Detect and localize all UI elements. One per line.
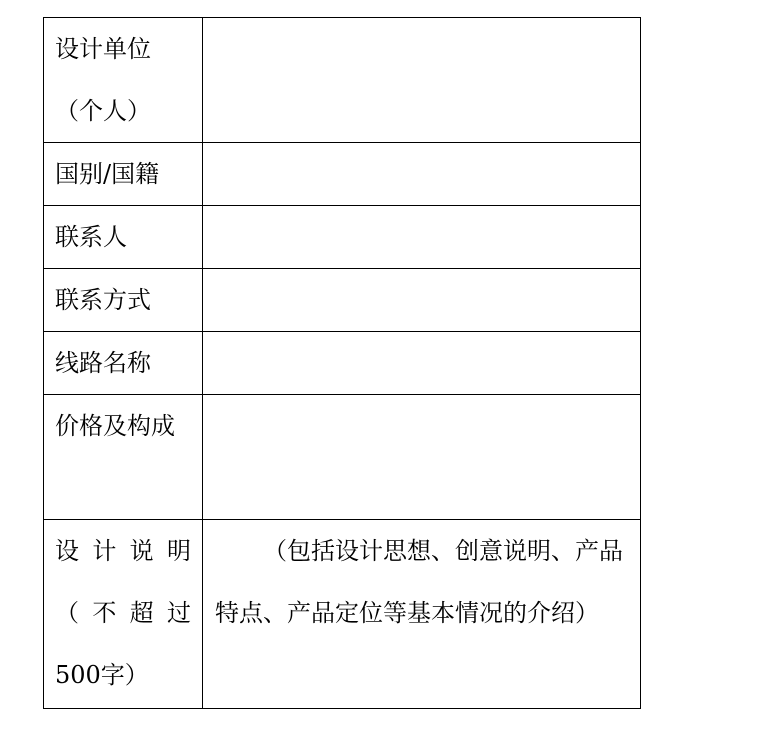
value-design-description-text: （包括设计思想、创意说明、产品特点、产品定位等基本情况的介绍） — [215, 537, 623, 627]
table-row-price — [44, 395, 641, 520]
label-route-name — [44, 332, 203, 395]
table-row-contact-person — [44, 206, 641, 269]
label-design-unit — [44, 18, 203, 143]
label-price-text: 价格及构成 — [55, 412, 175, 440]
value-contact-method[interactable] — [203, 269, 641, 332]
value-design-unit[interactable] — [203, 18, 641, 143]
label-nationality-text: 国别/国籍 — [55, 160, 160, 188]
value-nationality[interactable] — [203, 143, 641, 206]
value-price[interactable] — [203, 395, 641, 520]
label-nationality — [44, 143, 203, 206]
value-design-description[interactable] — [203, 520, 641, 709]
value-route-name[interactable] — [203, 332, 641, 395]
label-design-description — [44, 520, 203, 709]
value-contact-person[interactable] — [203, 206, 641, 269]
table-row-route-name — [44, 332, 641, 395]
table-row-design-unit — [44, 18, 641, 143]
label-design-description-text: 设计说明（不超过500字） — [55, 537, 191, 689]
label-contact-method — [44, 269, 203, 332]
application-form-table — [43, 17, 641, 709]
label-price — [44, 395, 203, 520]
label-contact-person — [44, 206, 203, 269]
table-row-design-description — [44, 520, 641, 709]
label-contact-method-text: 联系方式 — [55, 286, 151, 314]
table-row-nationality — [44, 143, 641, 206]
table-row-contact-method — [44, 269, 641, 332]
label-design-unit-text: 设计单位（个人） — [55, 35, 151, 125]
label-route-name-text: 线路名称 — [55, 349, 151, 377]
label-contact-person-text: 联系人 — [55, 223, 127, 251]
